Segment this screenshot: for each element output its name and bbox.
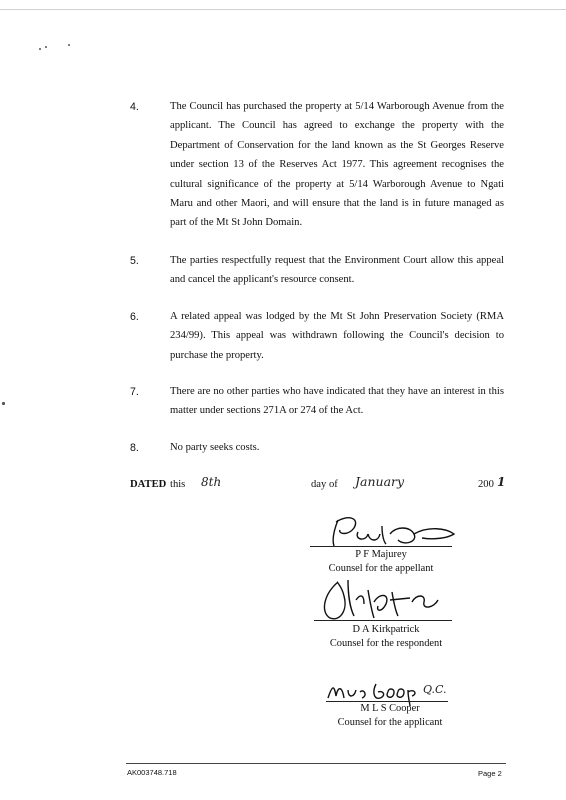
paragraph-text: There are no other parties who have indicated that they have an interest in this matter under sections 271A or 274 of the Act. xyxy=(170,386,504,417)
signature-line xyxy=(326,701,448,702)
scan-speck xyxy=(68,44,70,46)
scan-top-line xyxy=(0,9,566,10)
document-id: AK003748.718 xyxy=(127,768,177,777)
paragraph-number: 7. xyxy=(130,386,139,398)
dated-day-of: day of xyxy=(311,479,338,490)
signatory-name: P F Majurey xyxy=(355,549,407,560)
handwritten-month: January xyxy=(355,474,405,489)
scan-speck xyxy=(2,402,5,405)
signatory-name: M L S Cooper xyxy=(360,703,420,714)
paragraph-number: 4. xyxy=(130,101,139,113)
paragraph-number: 6. xyxy=(130,311,139,323)
scan-speck xyxy=(45,46,47,48)
paragraph-number: 8. xyxy=(130,442,139,454)
footer-rule xyxy=(126,763,506,764)
signatory-role: Counsel for the appellant xyxy=(328,563,434,574)
paragraph-text: The parties respectfully request that the Environment Court allow this appeal and cancel the applicant's resource consent. xyxy=(170,255,504,286)
dated-line xyxy=(0,474,566,499)
signatory-role: Counsel for the respondent xyxy=(329,638,443,649)
scan-speck xyxy=(39,48,41,50)
dated-year: 200 xyxy=(478,479,494,490)
signature-line xyxy=(314,620,452,621)
page-number: Page 2 xyxy=(478,769,502,778)
paragraph-text: The Council has purchased the property at 5/14 Warborough Avenue from the applicant. The Council has agreed to exchange the property with the Department of Conservation for the land known as the St Georges Reserve under section 13 of the Reserves Act 1977. This agreement recognises the cultural significance of the property at 5/14 Warborough Avenue to Ngati Maru and other Maori, and will ensure that the land is in future managed as part of the Mt St John Domain. xyxy=(170,101,504,229)
paragraph-number: 5. xyxy=(130,255,139,267)
signatory-role: Counsel for the applicant xyxy=(337,717,443,728)
dated-label: DATED xyxy=(130,479,167,490)
dated-this: this xyxy=(170,479,186,490)
handwritten-year-digit: 1 xyxy=(497,475,506,489)
signature-kirkpatrick xyxy=(314,572,464,624)
signature-line xyxy=(310,546,452,547)
handwritten-day: 8th xyxy=(201,475,222,489)
handwritten-qc: Q.C. xyxy=(423,683,447,696)
paragraph-text: No party seeks costs. xyxy=(170,442,260,453)
paragraph-text: A related appeal was lodged by the Mt St John Preservation Society (RMA 234/99). This appeal was withdrawn following the Council's decision to purchase the property. xyxy=(170,311,504,361)
signatory-name: D A Kirkpatrick xyxy=(352,624,420,635)
